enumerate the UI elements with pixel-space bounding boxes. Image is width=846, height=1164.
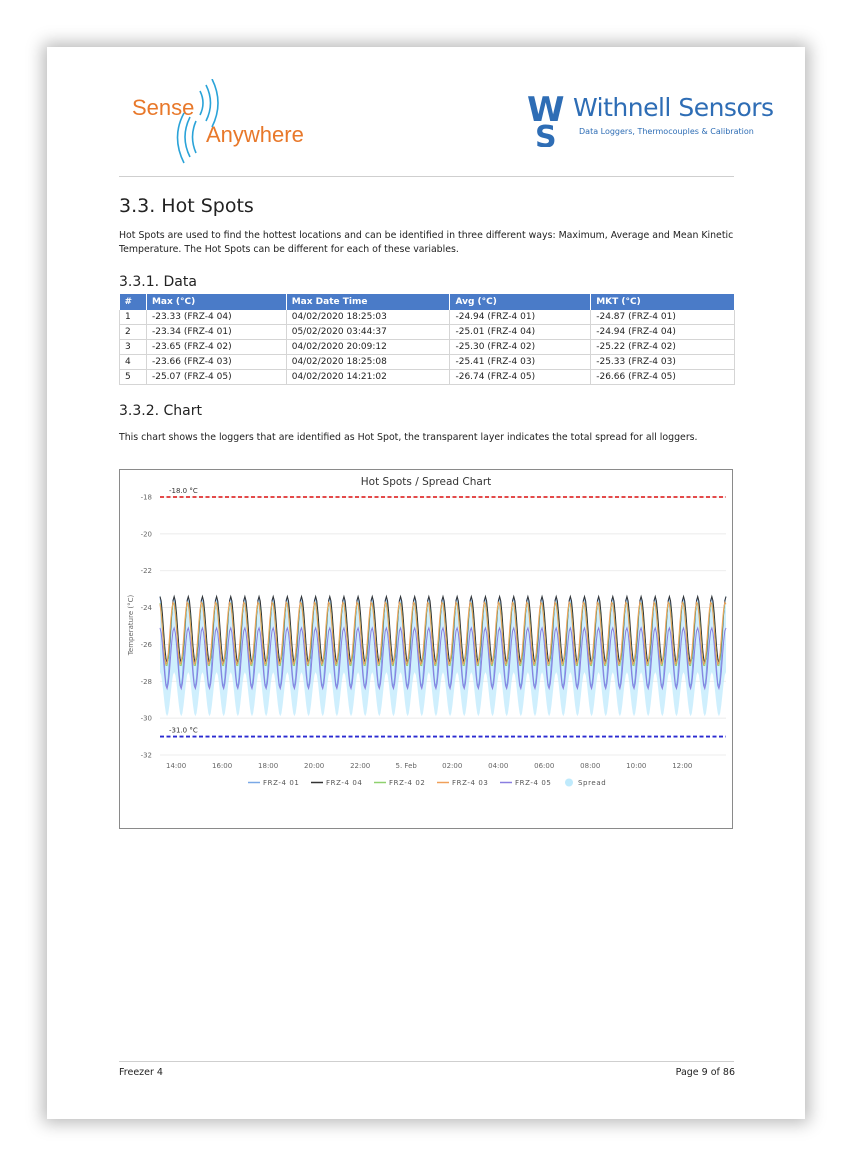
table-cell: -23.33 (FRZ-4 04) bbox=[146, 310, 286, 325]
table-cell: -23.66 (FRZ-4 03) bbox=[146, 355, 286, 370]
table-row bbox=[120, 370, 735, 385]
table-cell: -23.65 (FRZ-4 02) bbox=[146, 340, 286, 355]
x-tick-label: 18:00 bbox=[258, 762, 279, 770]
y-axis-label: Temperature (°C) bbox=[127, 594, 135, 656]
ws-monogram-icon bbox=[527, 93, 577, 147]
footer-document-name: Freezer 4 bbox=[119, 1067, 163, 1078]
x-tick-label: 06:00 bbox=[534, 762, 555, 770]
chart-frame bbox=[119, 469, 733, 829]
table-cell: 5 bbox=[120, 370, 147, 385]
x-tick-label: 14:00 bbox=[166, 762, 187, 770]
header-divider bbox=[119, 176, 734, 177]
table-cell: -25.33 (FRZ-4 03) bbox=[591, 355, 735, 370]
chart-title: Hot Spots / Spread Chart bbox=[360, 476, 492, 488]
table-cell: -25.07 (FRZ-4 05) bbox=[146, 370, 286, 385]
section-intro: Hot Spots are used to find the hottest locations and can be identified in three different ways: Maximum, Average and Mean Kinetic Temperature. The Hot Spots can be different for each of these variables. bbox=[119, 230, 734, 255]
y-tick-label: -32 bbox=[140, 751, 152, 760]
x-tick-label: 02:00 bbox=[442, 762, 463, 770]
x-tick-label: 04:00 bbox=[488, 762, 509, 770]
spread-area bbox=[160, 595, 726, 717]
legend-label: Spread bbox=[578, 779, 607, 787]
table-cell: -25.22 (FRZ-4 02) bbox=[591, 340, 735, 355]
section-title: 3.3. Hot Spots bbox=[119, 195, 254, 217]
legend-label: FRZ-4 02 bbox=[389, 779, 426, 787]
table-header-row bbox=[120, 294, 735, 310]
signal-waves-icon bbox=[178, 79, 219, 163]
y-tick-label: -22 bbox=[140, 567, 152, 576]
brand-right-name: Withnell Sensors bbox=[573, 93, 774, 122]
table-row bbox=[120, 310, 735, 325]
table-cell: -23.34 (FRZ-4 01) bbox=[146, 325, 286, 340]
y-tick-label: -24 bbox=[140, 604, 152, 613]
header-avg: Avg (°C) bbox=[450, 294, 591, 310]
table-cell: 04/02/2020 18:25:03 bbox=[286, 310, 450, 325]
x-tick-label: 20:00 bbox=[304, 762, 325, 770]
y-tick-label: -20 bbox=[140, 530, 152, 539]
chart-section-title: 3.3.2. Chart bbox=[119, 403, 202, 419]
x-tick-label: 10:00 bbox=[626, 762, 647, 770]
legend-label: FRZ-4 04 bbox=[326, 779, 363, 787]
y-tick-label: -30 bbox=[140, 714, 152, 723]
threshold-label: -31.0 °C bbox=[169, 726, 198, 735]
threshold-label: -18.0 °C bbox=[169, 487, 198, 495]
legend-swatch-spread bbox=[565, 779, 573, 787]
table-cell: 2 bbox=[120, 325, 147, 340]
svg-text:S: S bbox=[535, 120, 557, 147]
data-section-title: 3.3.1. Data bbox=[119, 274, 197, 290]
table-cell: -24.94 (FRZ-4 04) bbox=[591, 325, 735, 340]
table-cell: -24.94 (FRZ-4 01) bbox=[450, 310, 591, 325]
y-tick-label: -18 bbox=[140, 493, 152, 502]
header-max-datetime: Max Date Time bbox=[286, 294, 450, 310]
sense-anywhere-logo bbox=[132, 79, 332, 169]
y-tick-label: -26 bbox=[140, 640, 152, 649]
table-cell: -26.66 (FRZ-4 05) bbox=[591, 370, 735, 385]
table-cell: 4 bbox=[120, 355, 147, 370]
x-tick-label: 12:00 bbox=[672, 762, 693, 770]
hot-spots-chart bbox=[120, 470, 732, 828]
table-cell: 04/02/2020 20:09:12 bbox=[286, 340, 450, 355]
withnell-sensors-logo bbox=[527, 91, 774, 151]
footer-divider bbox=[119, 1061, 734, 1062]
header-mkt: MKT (°C) bbox=[591, 294, 735, 310]
hot-spots-table bbox=[119, 294, 735, 385]
brand-left-line1: Sense bbox=[132, 95, 195, 120]
table-cell: -25.41 (FRZ-4 03) bbox=[450, 355, 591, 370]
y-tick-label: -28 bbox=[140, 677, 152, 686]
legend-label: FRZ-4 01 bbox=[263, 779, 300, 787]
table-row bbox=[120, 325, 735, 340]
x-tick-label: 22:00 bbox=[350, 762, 371, 770]
chart-section-intro: This chart shows the loggers that are identified as Hot Spot, the transparent layer indicates the total spread for all loggers. bbox=[119, 432, 698, 443]
table-cell: 3 bbox=[120, 340, 147, 355]
table-cell: 04/02/2020 18:25:08 bbox=[286, 355, 450, 370]
x-tick-label: 5. Feb bbox=[395, 762, 417, 770]
legend-label: FRZ-4 05 bbox=[515, 779, 552, 787]
table-cell: 04/02/2020 14:21:02 bbox=[286, 370, 450, 385]
brand-left-line2: Anywhere bbox=[206, 122, 304, 147]
table-cell: -24.87 (FRZ-4 01) bbox=[591, 310, 735, 325]
table-row bbox=[120, 340, 735, 355]
header-index: # bbox=[120, 294, 147, 310]
table-cell: -25.01 (FRZ-4 04) bbox=[450, 325, 591, 340]
table-cell: 05/02/2020 03:44:37 bbox=[286, 325, 450, 340]
x-tick-label: 16:00 bbox=[212, 762, 233, 770]
brand-right-tagline: Data Loggers, Thermocouples & Calibration bbox=[579, 127, 754, 136]
header-max: Max (°C) bbox=[146, 294, 286, 310]
footer-page-number: Page 9 of 86 bbox=[675, 1067, 735, 1078]
document-page bbox=[47, 47, 805, 1119]
table-row bbox=[120, 355, 735, 370]
legend-label: FRZ-4 03 bbox=[452, 779, 489, 787]
table-cell: -26.74 (FRZ-4 05) bbox=[450, 370, 591, 385]
svg-text:W: W bbox=[527, 93, 565, 130]
table-cell: -25.30 (FRZ-4 02) bbox=[450, 340, 591, 355]
x-tick-label: 08:00 bbox=[580, 762, 601, 770]
table-cell: 1 bbox=[120, 310, 147, 325]
